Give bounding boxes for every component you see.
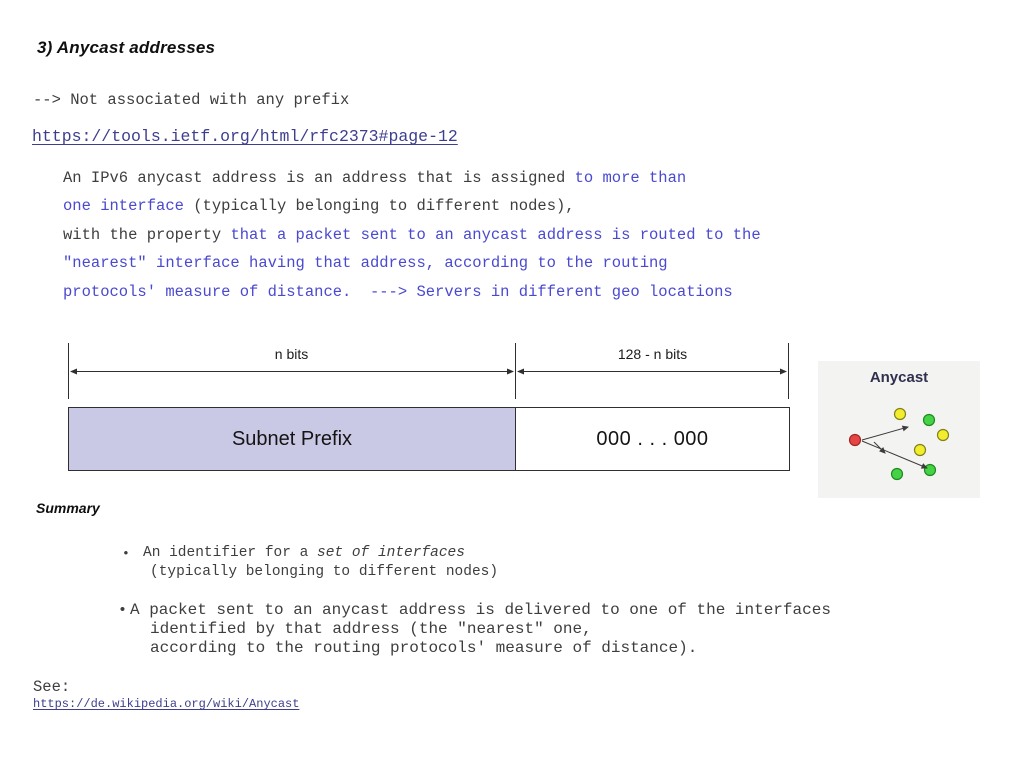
- excerpt-line: An IPv6 anycast address is an address that is assigned to more than: [63, 169, 687, 187]
- page-title: 3) Anycast addresses: [37, 38, 216, 57]
- green-node-dot: [925, 465, 936, 476]
- bullet-line: identified by that address (the "nearest" one,: [150, 620, 592, 638]
- node-dots: [850, 409, 949, 480]
- bullet-line: according to the routing protocols' measure of distance).: [150, 639, 698, 657]
- excerpt-line: with the property that a packet sent to an anycast address is routed to the: [63, 225, 761, 244]
- routing-arrow: [862, 427, 908, 440]
- anycast-figure: [818, 361, 980, 498]
- zeros-cell: 000 . . . 000: [516, 408, 789, 470]
- bullet-line: (typically belonging to different nodes): [150, 564, 499, 580]
- address-format-box: [68, 407, 790, 471]
- excerpt-line: protocols' measure of distance. ---> Servers in different geo locations: [63, 282, 733, 301]
- summary-heading: Summary: [36, 500, 100, 516]
- subnet-prefix-cell: Subnet Prefix: [69, 408, 516, 470]
- bullet-icon: •: [118, 602, 128, 619]
- summary-bullet-2: [118, 601, 831, 658]
- green-node-dot: [924, 415, 935, 426]
- 128-n-bits-label: 128 - n bits: [617, 346, 688, 362]
- n-bits-label: n bits: [274, 346, 309, 362]
- bullet-line: An identifier for a set of interfaces: [143, 545, 465, 561]
- green-node-dot: [892, 469, 903, 480]
- rfc-excerpt: [63, 164, 761, 306]
- red-node-dot: [850, 435, 861, 446]
- excerpt-line: one interface (typically belonging to different nodes),: [63, 197, 575, 216]
- routing-arrow: [874, 442, 885, 453]
- bullet-2-lines: [118, 601, 831, 658]
- intro-note: --> Not associated with any prefix: [33, 91, 350, 109]
- rfc-link[interactable]: https://tools.ietf.org/html/rfc2373#page-12: [32, 127, 458, 146]
- bullet-line: A packet sent to an anycast address is delivered to one of the interfaces: [130, 601, 831, 619]
- wikipedia-link[interactable]: https://de.wikipedia.org/wiki/Anycast: [33, 697, 300, 711]
- excerpt-line: "nearest" interface having that address, according to the routing: [63, 254, 668, 273]
- yellow-node-dot: [938, 430, 949, 441]
- bullet-1-lines: [122, 544, 498, 582]
- figure-title: Anycast: [869, 369, 929, 386]
- yellow-node-dot: [895, 409, 906, 420]
- see-label: See:: [33, 678, 71, 696]
- bullet-icon: •: [122, 546, 130, 561]
- yellow-node-dot: [915, 445, 926, 456]
- bitfield-diagram: [68, 343, 790, 471]
- summary-bullet-1: [122, 544, 498, 582]
